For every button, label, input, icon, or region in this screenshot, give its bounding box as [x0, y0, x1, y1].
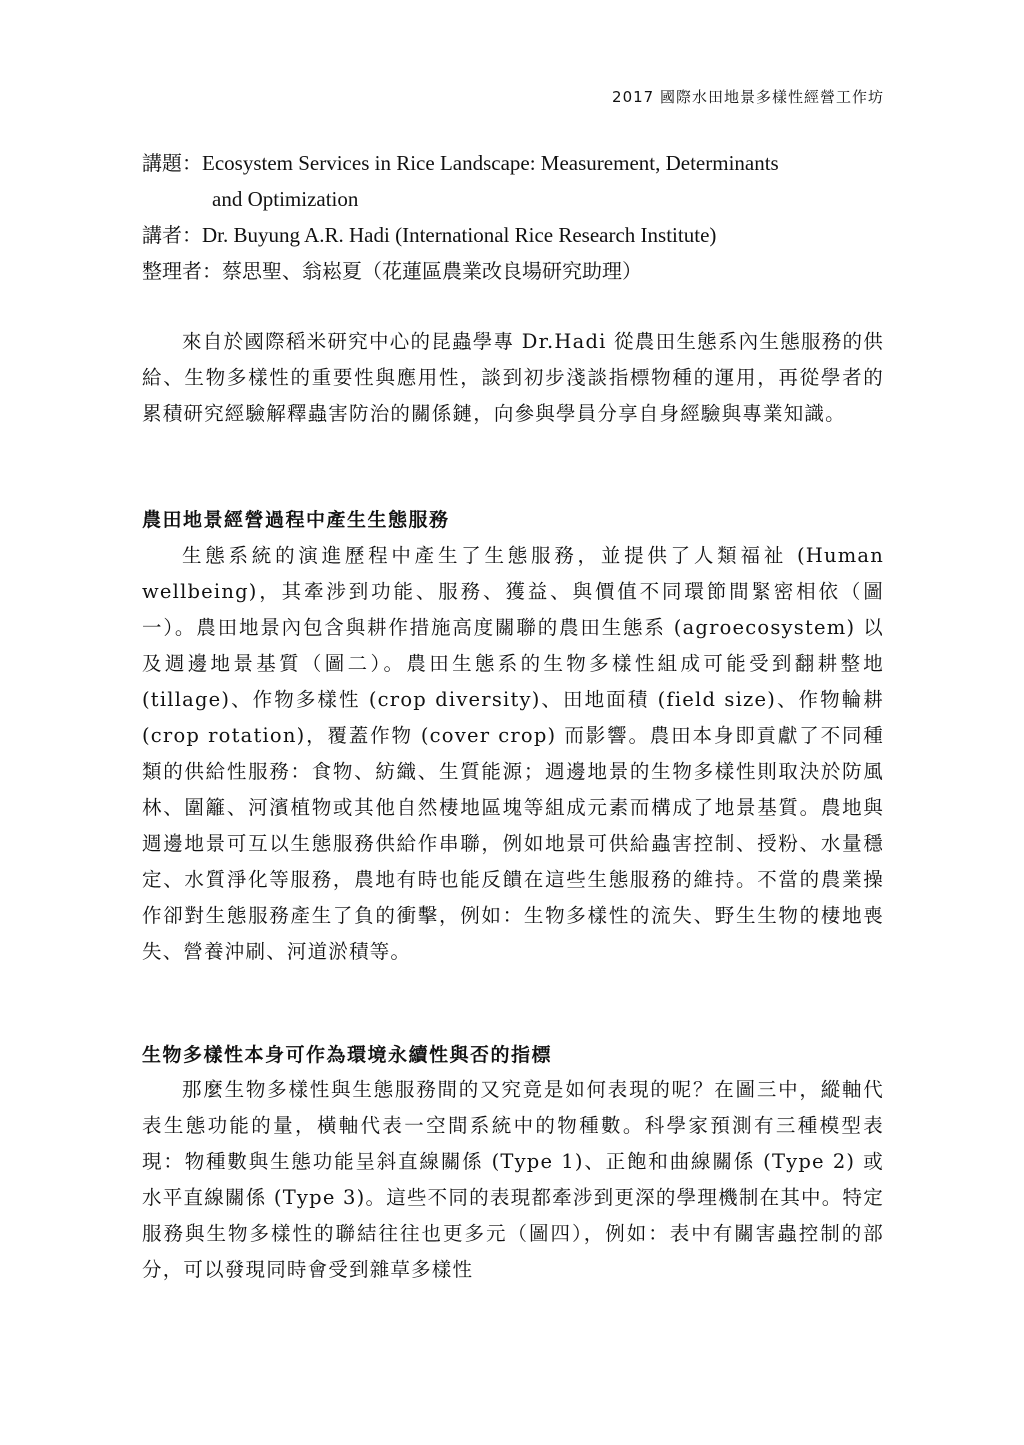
- lecture-meta: [142, 145, 892, 289]
- speaker-name: Dr. Buyung A.R. Hadi (International Rice Research Institute): [202, 223, 717, 247]
- topic-row: [142, 145, 892, 181]
- section2-paragraph: 那麼生物多樣性與生態服務間的又究竟是如何表現的呢？在圖三中，縱軸代表生態功能的量，橫軸代表一空間系統中的物種數。科學家預測有三種模型表現：物種數與生態功能呈斜直線關係 (Type 1)、正飽和曲線關係 (Type 2) 或水平直線關係 (Type 3)。這些不同的表現都牽涉到更深的學理機制在其中。特定服務與生物多樣性的聯結往往也更多元（圖四），例如：表中有關害蟲控制的部分，可以發現同時會受到雜草多樣性: [142, 1078, 884, 1281]
- speaker-row: [142, 217, 892, 253]
- editor-row: 整理者：蔡思聖、翁崧夏（花蓮區農業改良場研究助理）: [142, 259, 642, 283]
- intro-paragraph: 來自於國際稻米研究中心的昆蟲學專 Dr.Hadi 從農田生態系內生態服務的供給、生物多樣性的重要性與應用性，談到初步淺談指標物種的運用，再從學者的累積研究經驗解釋蟲害防治的關係鏈，向參與學員分享自身經驗與專業知識。: [142, 330, 884, 425]
- section1-heading: 農田地景經營過程中產生生態服務: [142, 509, 450, 531]
- topic-title-line2: and Optimization: [212, 187, 359, 211]
- section2-body: [142, 1072, 884, 1288]
- intro-section: [142, 324, 884, 432]
- speaker-label: 講者：: [142, 223, 202, 247]
- topic-label: 講題：: [142, 151, 202, 175]
- running-header: 2017 國際水田地景多樣性經營工作坊: [612, 88, 884, 106]
- section1-paragraph: 生態系統的演進歷程中產生了生態服務，並提供了人類福祉 (Human wellbeing)，其牽涉到功能、服務、獲益、與價值不同環節間緊密相依（圖一）。農田地景內包含與耕作措施高度關聯的農田生態系 (agroecosystem) 以及週邊地景基質（圖二）。農田生態系的生物多樣性組成可能受到翻耕整地 (tillage)、作物多樣性 (crop diversity)、田地面積 (field size)、作物輪耕 (crop rotation)，覆蓋作物 (cover crop) 而影響。農田本身即貢獻了不同種類的供給性服務：食物、紡織、生質能源；週邊地景的生物多樣性則取決於防風林、圍籬、河濱植物或其他自然棲地區塊等組成元素而構成了地景基質。農地與週邊地景可互以生態服務供給作串聯，例如地景可供給蟲害控制、授粉、水量穩定、水質淨化等服務，農地有時也能反饋在這些生態服務的維持。不當的農業操作卻對生態服務產生了負的衝擊，例如：生物多樣性的流失、野生生物的棲地喪失、營養沖刷、河道淤積等。: [142, 544, 884, 963]
- section1-body: [142, 538, 884, 970]
- topic-title-line1: Ecosystem Services in Rice Landscape: Measurement, Determinants: [202, 151, 779, 175]
- topic-title-line2-row: [142, 181, 892, 217]
- section2-heading: 生物多樣性本身可作為環境永續性與否的指標: [142, 1044, 553, 1066]
